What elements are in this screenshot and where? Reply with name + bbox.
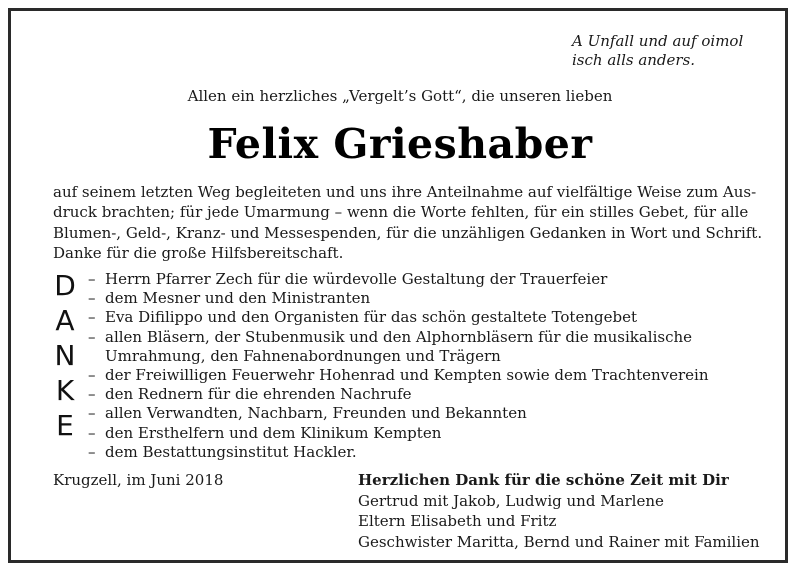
intro-text: Allen ein herzliches „Vergelt’s Gott“, die unseren lieben <box>187 87 613 105</box>
list-item-text: den Ersthelfern und dem Klinikum Kempten <box>105 423 442 442</box>
list-item <box>88 289 768 308</box>
list-dash: – <box>88 308 96 327</box>
family-signature <box>358 470 760 552</box>
thanks-list <box>88 270 768 462</box>
family-line: Eltern Elisabeth und Fritz <box>358 512 557 530</box>
list-item <box>88 308 768 327</box>
body-line: druck brachten; für jede Umarmung – wenn die Worte fehlten, für ein stilles Gebet, für alle <box>53 203 749 222</box>
list-item <box>88 270 768 289</box>
list-dash: – <box>88 270 96 288</box>
list-item-text: der Freiwilligen Feuerwehr Hohenrad und Kempten sowie dem Trachtenverein <box>105 366 709 385</box>
list-item <box>88 328 768 347</box>
family-line: Geschwister Maritta, Bernd und Rainer mit Familien <box>358 532 760 551</box>
body-line: Danke für die große Hilfsbereitschaft. <box>53 243 344 262</box>
list-item-text: den Rednern für die ehrenden Nachrufe <box>105 385 412 404</box>
list-dash: – <box>88 366 96 385</box>
list-item <box>88 404 768 423</box>
list-item <box>88 366 768 385</box>
list-item-text: Umrahmung, den Fahnenabordnungen und Trägern <box>105 346 501 365</box>
motto-line-2: isch alls anders. <box>572 51 696 69</box>
list-item <box>88 424 768 443</box>
motto <box>572 32 743 70</box>
body-line: auf seinem letzten Weg begleiteten und uns ihre Anteilnahme auf vielfältige Weise zum Aus- <box>53 183 757 201</box>
motto-line-1: A Unfall und auf oimol <box>572 32 744 50</box>
danke-letter: D <box>54 269 76 302</box>
list-dash: – <box>88 404 96 423</box>
list-dash: – <box>88 327 96 346</box>
danke-letter: A <box>55 304 75 337</box>
list-item-text: dem Bestattungsinstitut Hackler. <box>105 442 357 461</box>
list-dash: – <box>88 385 96 404</box>
danke-letter: K <box>55 374 75 407</box>
danke-letter: N <box>54 339 76 372</box>
list-dash: – <box>88 289 96 308</box>
place-date: Krugzell, im Juni 2018 <box>53 471 224 489</box>
danke-letter: E <box>56 409 74 442</box>
list-item-text: allen Verwandten, Nachbarn, Freunden und Bekannten <box>105 404 527 423</box>
deceased-name: Felix Grieshaber <box>207 120 593 168</box>
list-dash: – <box>88 442 96 461</box>
list-item <box>88 385 768 404</box>
list-item-text: allen Bläsern, der Stubenmusik und den Alphornbläsern für die musikalische <box>105 327 693 346</box>
list-item-text: dem Mesner und den Ministranten <box>105 289 371 308</box>
danke-vertical-word <box>48 268 82 443</box>
family-heading: Herzlichen Dank für die schöne Zeit mit Dir <box>358 471 729 489</box>
family-line: Gertrud mit Jakob, Ludwig und Marlene <box>358 491 664 510</box>
list-item <box>88 443 768 462</box>
list-dash <box>88 347 105 366</box>
list-item <box>88 347 768 366</box>
list-dash: – <box>88 423 96 442</box>
body-paragraph <box>53 182 763 263</box>
body-line: Blumen-, Geld-, Kranz- und Messespenden, für die unzähligen Gedanken in Wort und Schrift. <box>53 223 763 242</box>
list-item-text: Eva Difilippo und den Organisten für das schön gestaltete Totengebet <box>105 308 637 327</box>
list-item-text: Herrn Pfarrer Zech für die würdevolle Gestaltung der Trauerfeier <box>105 270 608 288</box>
